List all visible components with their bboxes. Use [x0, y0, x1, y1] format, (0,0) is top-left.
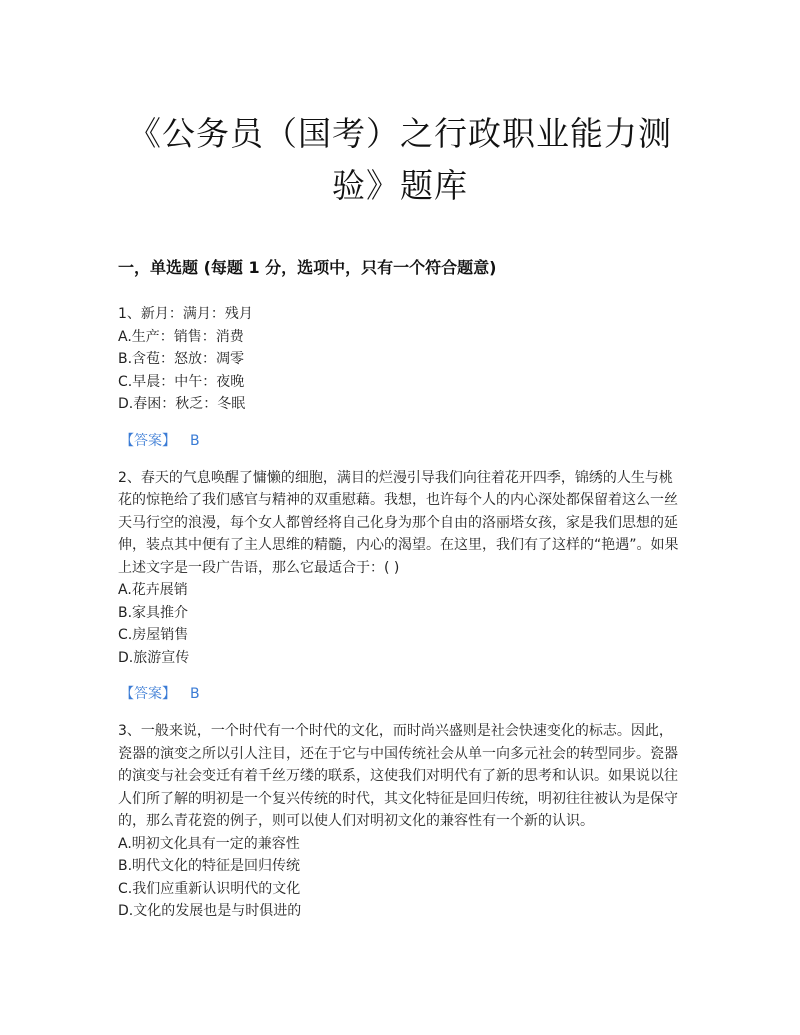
answer-line — [118, 430, 682, 452]
title-line-2: 验》题库 — [332, 166, 468, 205]
option-d: D.春困：秋乏：冬眠 — [118, 396, 246, 412]
option-a: A.花卉展销 — [118, 582, 188, 598]
section-heading: 一，单选题 (每题 1 分，选项中，只有一个符合题意) — [118, 258, 497, 277]
question-stem: 1、新月：满月：残月 — [118, 306, 253, 322]
option-b: B.明代文化的特征是回归传统 — [118, 858, 301, 874]
option-list — [118, 326, 682, 416]
title-line-1: 《公务员（国考）之行政职业能力测 — [128, 114, 672, 153]
option-c: C.我们应重新认识明代的文化 — [118, 880, 301, 897]
option-a: A.明初文化具有一定的兼容性 — [118, 835, 300, 852]
option-c: C.早晨：中午：夜晚 — [118, 373, 245, 390]
option-d: D.文化的发展也是与时俱进的 — [118, 903, 302, 919]
answer-value: B — [190, 686, 200, 702]
question-2 — [118, 467, 682, 706]
question-stem: 3、一般来说，一个时代有一个时代的文化，而时尚兴盛则是社会快速变化的标志。因此，瓷器的演变之所以引人注目，还在于它与中国传统社会从单一向多元社会的转型同步。瓷器的演变与社会变迁有着千丝万缕的联系，这使我们对明代有了新的思考和认识。如果说以往人们所了解的明初是一个复兴传统的时代，其文化特征是回归传统，明初往往被认为是保守的，那么青花瓷的例子，则可以使人们对明初文化的兼容性有一个新的认识。 — [118, 723, 678, 829]
option-a: A.生产：销售：消费 — [118, 328, 244, 345]
document-title — [118, 0, 682, 212]
option-d: D.旅游宣传 — [118, 649, 190, 666]
answer-line — [118, 683, 682, 705]
answer-value: B — [190, 432, 200, 449]
option-b: B.含苞：怒放：凋零 — [118, 351, 245, 367]
option-b: B.家具推介 — [118, 604, 189, 621]
option-list — [118, 579, 682, 669]
option-list — [118, 833, 682, 923]
question-3 — [118, 720, 682, 923]
answer-label: 【答案】 — [120, 686, 176, 702]
question-stem: 2、春天的气息唤醒了慵懒的细胞，满目的烂漫引导我们向往着花开四季，锦绣的人生与桃花的惊艳给了我们感官与精神的双重慰藉。我想，也许每个人的内心深处都保留着这么一丝天马行空的浪漫，每个女人都曾经将自己化身为那个自由的洛丽塔女孩，家是我们思想的延伸，装点其中便有了主人思维的精髓，内心的渴望。在这里，我们有了这样的“艳遇”。如果上述文字是一段广告语，那么它最适合于：( ) — [118, 469, 679, 576]
answer-label: 【答案】 — [120, 432, 176, 449]
question-1 — [118, 303, 682, 452]
option-c: C.房屋销售 — [118, 627, 189, 643]
